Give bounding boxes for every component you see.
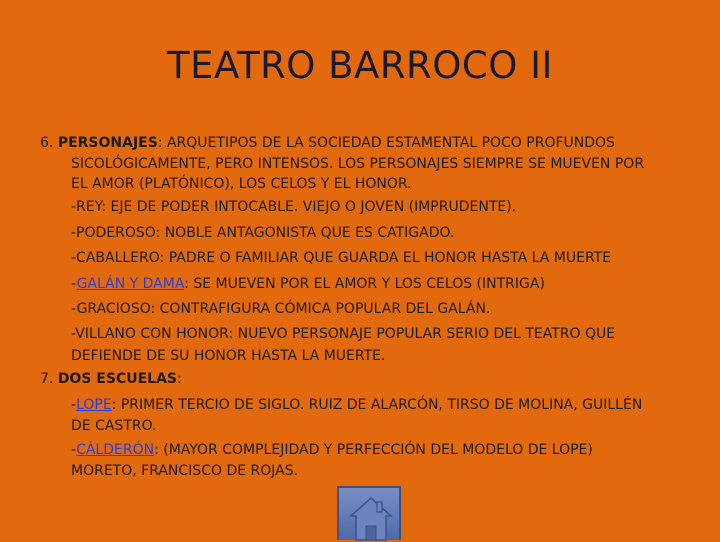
list-item-personajes: 6. PERSONAJES: ARQUETIPOS DE LA SOCIEDAD ESTAMENTAL POCO PROFUNDOS (40, 135, 615, 151)
escuelas-label: DOS ESCUELAS (57, 371, 177, 388)
slide-title: TEATRO BARROCO II (167, 44, 553, 87)
list-item-continuation: DE CASTRO. (71, 418, 157, 435)
home-icon (349, 494, 393, 542)
list-item-continuation: MORETO, FRANCISCO DE ROJAS. (71, 463, 299, 480)
home-button[interactable] (337, 486, 401, 540)
list-item-rey: -REY: EJE DE PODER INTOCABLE. VIEJO O JOVEN (IMPRUDENTE). (71, 199, 517, 216)
slide-content (40, 131, 690, 483)
list-item-continuation: DEFIENDE DE SU HONOR HASTA LA MUERTE. (71, 347, 386, 364)
list-item-caballero: -CABALLERO: PADRE O FAMILIAR QUE GUARDA EL HONOR HASTA LA MUERTE (71, 250, 612, 267)
list-item-continuation: SICOLÓGICAMENTE, PERO INTENSOS. LOS PERSONAJES SIEMPRE SE MUEVEN POR (71, 156, 645, 173)
list-item-poderoso: -PODEROSO: NOBLE ANTAGONISTA QUE ES CATIGADO. (71, 224, 455, 241)
list-item-villano: -VILLANO CON HONOR: NUEVO PERSONAJE POPULAR SERIO DEL TEATRO QUE (71, 326, 616, 343)
list-item-continuation: EL AMOR (PLATÓNICO), LOS CELOS Y EL HONOR. (71, 175, 412, 192)
calderon-link[interactable]: CÁLDERÓN (76, 441, 155, 458)
lope-link[interactable]: LOPE (76, 396, 112, 413)
list-item-escuelas: 7. DOS ESCUELAS: (40, 371, 182, 388)
list-item-gracioso: -GRACIOSO: CONTRAFIGURA CÓMICA POPULAR DEL GALÁN. (71, 301, 491, 318)
list-item-galan-dama: -GALÁN Y DAMA: SE MUEVEN POR EL AMOR Y LOS CELOS (INTRIGA) (71, 275, 545, 292)
personajes-label: PERSONAJES (57, 135, 158, 151)
galan-dama-link[interactable]: GALÁN Y DAMA (76, 275, 185, 292)
list-item-calderon: -CÁLDERÓN: (MAYOR COMPLEJIDAD Y PERFECCIÓN DEL MODELO DE LOPE) (71, 441, 593, 458)
list-item-lope: -LOPE: PRIMER TERCIO DE SIGLO. RUIZ DE ALARCÓN, TIRSO DE MOLINA, GUILLÉN (71, 396, 643, 413)
